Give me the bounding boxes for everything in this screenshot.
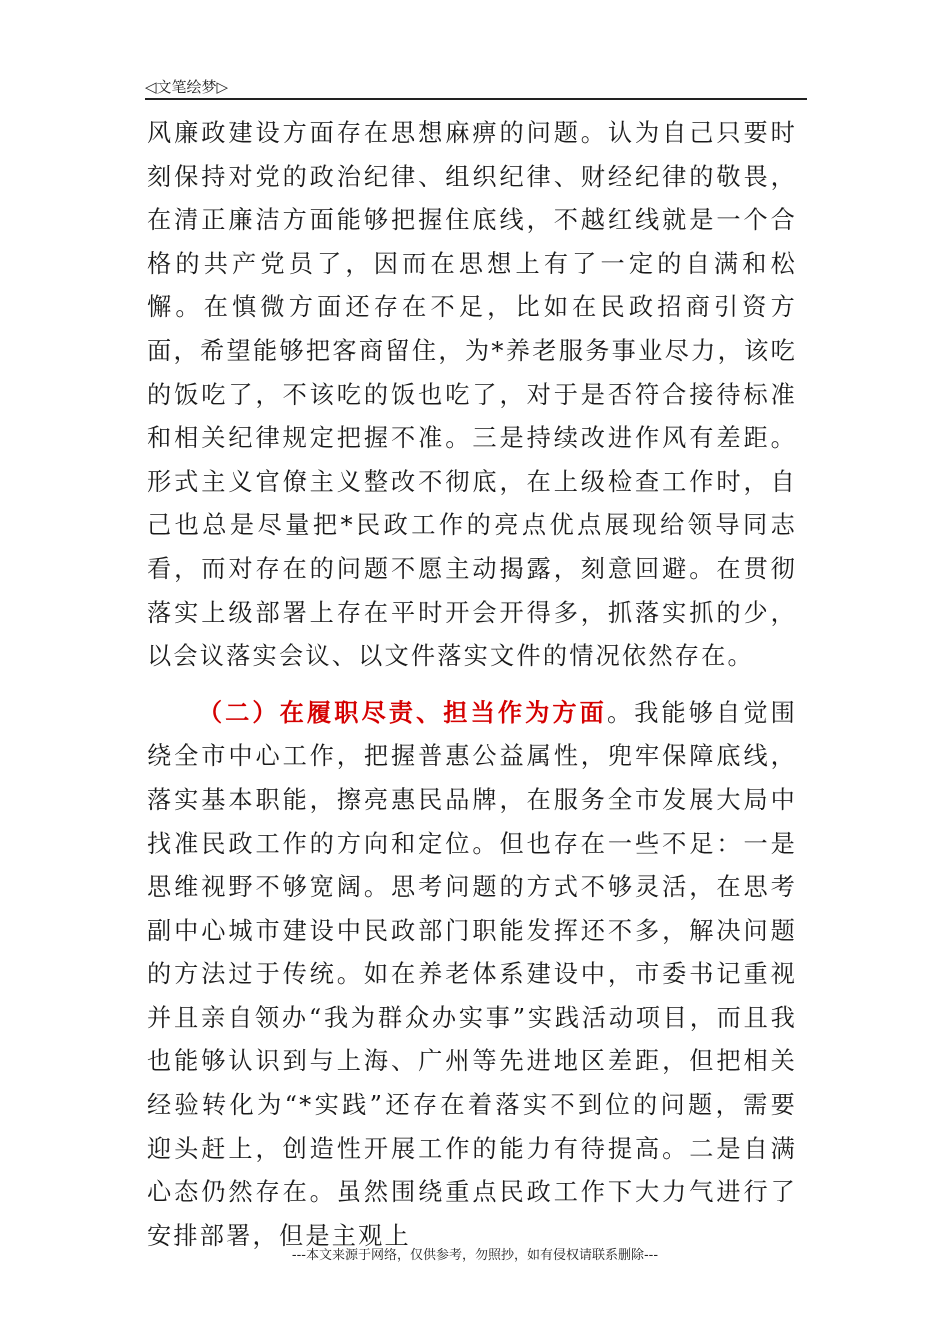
header-brand: ◁文笔绘梦▷ xyxy=(145,78,229,96)
paragraph-2-body: 。我能够自觉围绕全市中心工作，把握普惠公益属性，兜牢保障底线，落实基本职能，擦亮惠民品牌，在服务全市发展大局中找准民政工作的方向和定位。但也存在一些不足：一是思维视野不够宽阔。思考问题的方式不够灵活，在思考副中心城市建设中民政部门职能发挥还不多，解决问题的方法过于传统。如在养老体系建设中，市委书记重视并且亲自领办“我为群众办实事”实践活动项目，而且我也能够认识到与上海、广州等先进地区差距，但把相关经验转化为“*实践”还存在着落实不到位的问题，需要迎头赶上，创造性开展工作的能力有待提高。二是自满心态仍然存在。虽然围绕重点民政工作下大力气进行了安排部署，但是主观上 xyxy=(147,698,797,1250)
page-header xyxy=(145,74,807,100)
document-body xyxy=(147,112,797,1258)
paragraph-2 xyxy=(147,691,797,1259)
section-heading-2: （二）在履职尽责、担当作为方面 xyxy=(197,697,607,727)
page-footer-notice: ---本文来源于网络，仅供参考，勿照抄，如有侵权请联系删除--- xyxy=(291,1248,659,1263)
paragraph-1: 风廉政建设方面存在思想麻痹的问题。认为自己只要时刻保持对党的政治纪律、组织纪律、财经纪律的敬畏，在清正廉洁方面能够把握住底线，不越红线就是一个合格的共产党员了，因而在思想上有了一定的自满和松懈。在慎微方面还存在不足，比如在民政招商引资方面，希望能够把客商留住，为*养老服务事业尽力，该吃的饭吃了，不该吃的饭也吃了，对于是否符合接待标准和相关纪律规定把握不准。三是持续改进作风有差距。形式主义官僚主义整改不彻底，在上级检查工作时，自己也总是尽量把*民政工作的亮点优点展现给领导同志看，而对存在的问题不愿主动揭露，刻意回避。在贯彻落实上级部署上存在平时开会开得多，抓落实抓的少，以会议落实会议、以文件落实文件的情况依然存在。 xyxy=(147,119,797,671)
